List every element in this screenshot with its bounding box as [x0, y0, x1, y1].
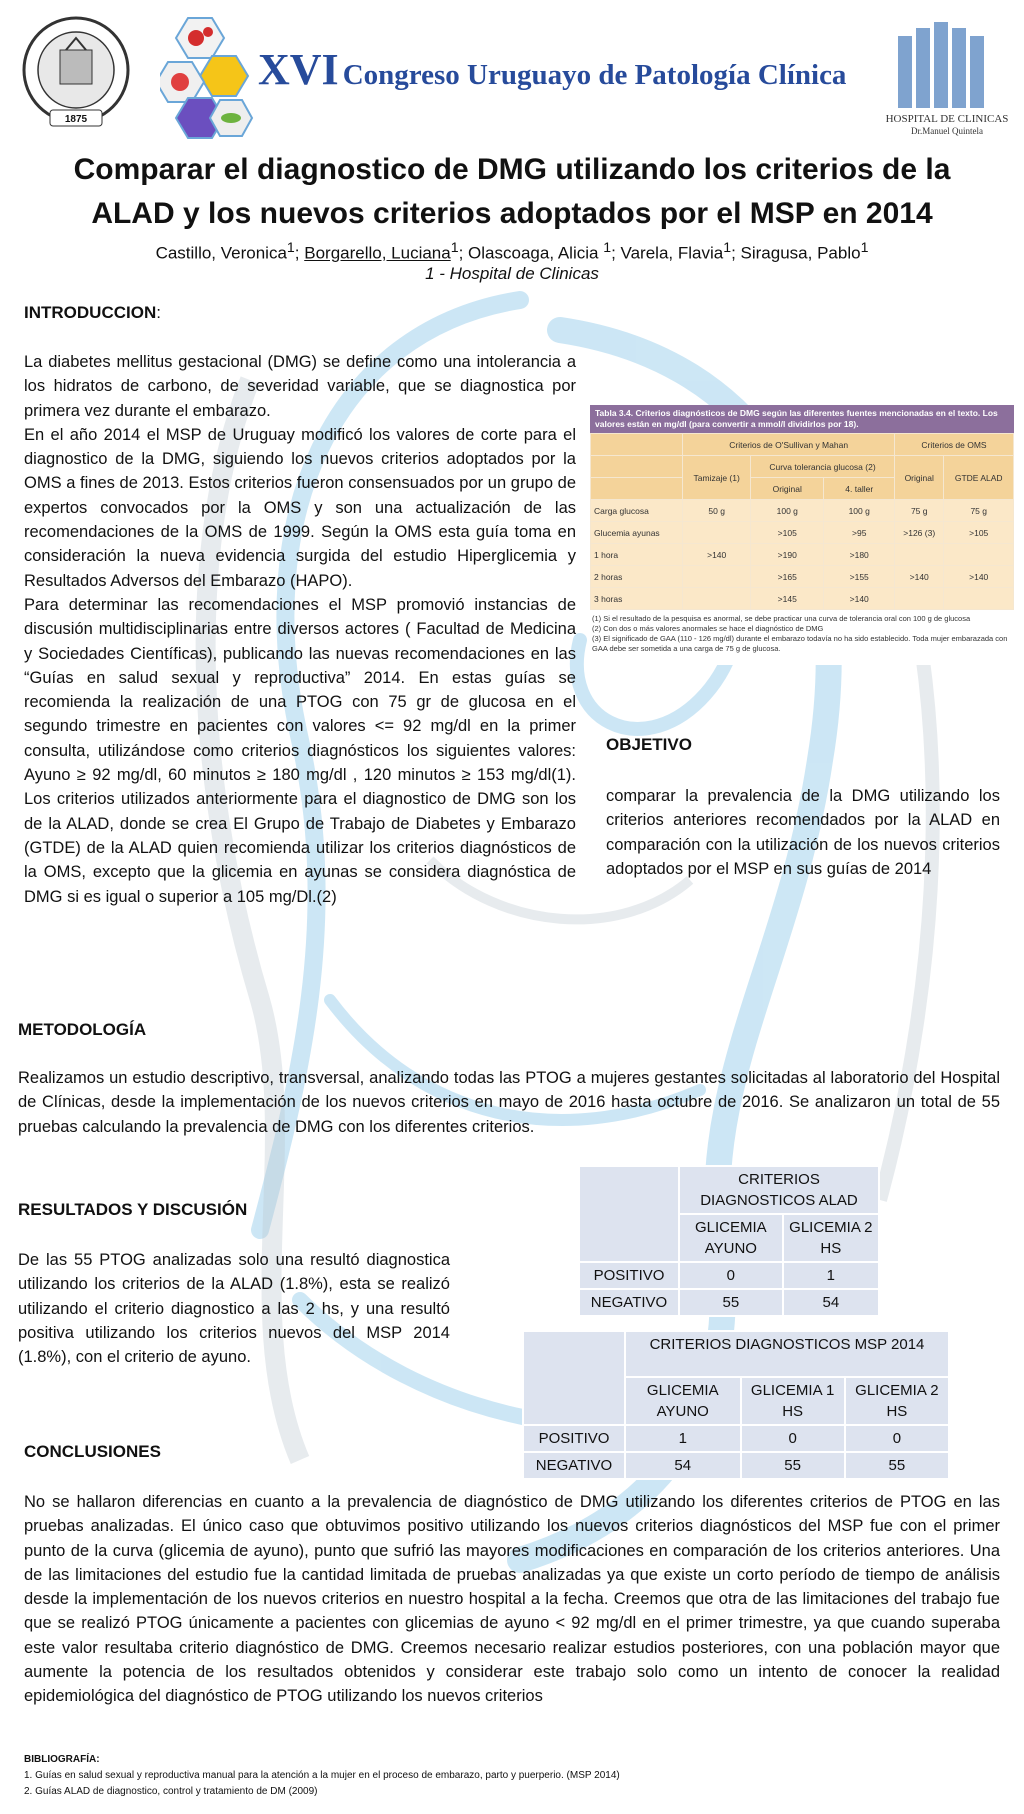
- fig-group-oms: Criterios de OMS: [895, 434, 1014, 456]
- fig-cell-empty: [591, 478, 683, 500]
- fig-cell: >145: [751, 588, 824, 610]
- fig-col-oms-original: Original: [895, 456, 944, 500]
- fig-cell: >180: [824, 544, 895, 566]
- hospital-logo: [884, 20, 1010, 138]
- alad-header: CRITERIOS DIAGNOSTICOS ALAD: [679, 1166, 879, 1214]
- msp-row-label: NEGATIVO: [523, 1452, 625, 1479]
- fig-col-taller: 4. taller: [824, 478, 895, 500]
- intro-paragraph: Para determinar las recomendaciones el MSP promovió instancias de discusión multidisciplinarias entre diversos actores ( Facultad de Medicina y Sociedades Científicas), publicando las nuevas recomendaciones en las “Guías en salud sexual y reproductiva” 2014. En estas guías se recomienda la realización de una PTOG con 75 gr de glucosa en el segundo trimestre en pacientes con valores <= 92 mg/dl en la primer consulta, utilizándose como criterios diagnósticos los siguientes valores: Ayuno ≥ 92 mg/dl, 60 minutos ≥ 180 mg/dl , 120 minutos ≥ 153 mg/dl(1). Los criterios utilizados anteriormente para el diagnostico de DMG son los de la ALAD, donde se crea El Grupo de Trabajo de Diabetes y Embarazo (GTDE) de la ALAD quien recomienda utilizar los criterios diagnósticos de la OMS, excepto que la glicemia en ayunas se considera diagnóstica de DMG si es igual o superior a 105 mg/Dl.(2): [24, 595, 576, 906]
- resultados-text: De las 55 PTOG analizadas solo una resultó diagnostica utilizando los criterios de la ALAD (1.8%), esta se realizó utilizando el criterio diagnostico a las 2 hs, y una resultó positiva utilizando los criterios nuevos del MSP 2014 (1.8%), con el criterio de ayuno.: [18, 1251, 450, 1367]
- author: Varela, Flavia: [620, 243, 724, 263]
- criteria-reference-table: [590, 405, 1014, 665]
- intro-heading: INTRODUCCION: [24, 303, 157, 322]
- alad-corner-cell: [579, 1166, 679, 1262]
- fig-cell: >105: [944, 522, 1014, 544]
- alad-results-table: [578, 1165, 880, 1317]
- intro-heading-row: [24, 303, 161, 323]
- intro-heading-colon: :: [156, 303, 161, 322]
- author: Olascoaga, Alicia: [468, 243, 604, 263]
- alad-cell: 1: [783, 1262, 879, 1289]
- msp-cell: 55: [845, 1452, 949, 1479]
- fig-col-original: Original: [751, 478, 824, 500]
- objetivo-heading: OBJETIVO: [606, 735, 692, 754]
- fig-cell-empty: [591, 434, 683, 456]
- fig-cell: >126 (3): [895, 522, 944, 544]
- fig-cell: 75 g: [944, 500, 1014, 522]
- fig-cell: >165: [751, 566, 824, 588]
- faculty-seal-logo: [20, 14, 132, 130]
- fig-cell-empty: [591, 456, 683, 478]
- figure-note: (3) El significado de GAA (110 - 126 mg/dl) durante el embarazo todavía no ha sido establecido. Toda mujer embarazada con GAA debe ser sometida a una carga de 75 g de glucosa.: [592, 634, 1008, 653]
- intro-paragraph: En el año 2014 el MSP de Uruguay modificó los valores de corte para el diagnostico de la DMG, siguiendo los nuevos criterios adoptados por la OMS a fines de 2013. Estos criterios fueron consensuados por un grupo de expertos convocados por la OMS y son una actualización de las recomendaciones de la OMS de 1999. Según la OMS esta guía toma en consideración la nueva evidencia surgida del estudio Hiperglicemia y Resultados Adversos del Embarazo (HAPO).: [24, 425, 576, 590]
- title-line-2: ALAD y los nuevos criterios adoptados por el MSP en 2014: [91, 197, 933, 230]
- intro-body: [24, 350, 576, 909]
- alad-cell: 54: [783, 1289, 879, 1316]
- fig-cell: [895, 544, 944, 566]
- fig-cell: 3 horas: [591, 588, 683, 610]
- affiliation: 1 - Hospital de Clinicas: [425, 264, 599, 283]
- fig-cell: >140: [895, 566, 944, 588]
- alad-col-header: GLICEMIA AYUNO: [679, 1214, 783, 1262]
- fig-cell: >140: [824, 588, 895, 610]
- author-sup: 1: [286, 240, 295, 256]
- objetivo-text: comparar la prevalencia de la DMG utilizando los criterios anteriores recomendados por la ALAD en comparación con la utilización de los nuevos criterios adoptados por el MSP en sus guías de 2014: [606, 787, 1000, 878]
- fig-cell: 75 g: [895, 500, 944, 522]
- metodologia-text: Realizamos un estudio descriptivo, transversal, analizando todas las PTOG a mujeres gestantes solicitadas al laboratorio del Hospital de Clínicas, desde la implementación de los nuevos criterios en mayo de 2016 hasta octubre de 2016. Se analizaron un total de 55 pruebas calculando la prevalencia de DMG con los diferentes criterios.: [18, 1069, 1000, 1136]
- fig-group-osullivan: Criterios de O'Sullivan y Mahan: [683, 434, 895, 456]
- fig-cell: >105: [751, 522, 824, 544]
- bibliography: [24, 1752, 1000, 1800]
- msp-cell: 1: [625, 1425, 741, 1452]
- poster-title: [40, 148, 984, 236]
- fig-col-tamizaje: Tamizaje (1): [683, 456, 751, 500]
- msp-row-label: POSITIVO: [523, 1425, 625, 1452]
- msp-cell: 54: [625, 1452, 741, 1479]
- fig-cell: >95: [824, 522, 895, 544]
- fig-cell: [944, 588, 1014, 610]
- fig-cell: Glucemia ayunas: [591, 522, 683, 544]
- figure-note: (2) Con dos o más valores anormales se hace el diagnóstico de DMG: [592, 624, 824, 633]
- seal-year: 1875: [64, 114, 88, 125]
- msp-results-table: [522, 1330, 950, 1480]
- fig-cell: [895, 588, 944, 610]
- fig-cell: [683, 566, 751, 588]
- molecule-hexagon-logo: [160, 12, 256, 140]
- figure-title: Tabla 3.4. Criterios diagnósticos de DMG según las diferentes fuentes mencionadas en el texto. Los valores están en mg/dl (para convertir a mmol/l dividirlos por 18).: [590, 405, 1014, 433]
- msp-col-header: GLICEMIA AYUNO: [625, 1377, 741, 1425]
- conclusiones-heading: CONCLUSIONES: [24, 1442, 161, 1461]
- author-sup: 1: [450, 240, 459, 256]
- msp-corner-cell: [523, 1331, 625, 1425]
- alad-cell: 0: [679, 1262, 783, 1289]
- alad-col-header: GLICEMIA 2 HS: [783, 1214, 879, 1262]
- alad-row-label: NEGATIVO: [579, 1289, 679, 1316]
- figure-note: (1) Si el resultado de la pesquisa es anormal, se debe practicar una curva de tolerancia oral con 100 g de glucosa: [592, 614, 971, 623]
- fig-cell: 100 g: [824, 500, 895, 522]
- fig-cell: [683, 522, 751, 544]
- conclusiones-text: No se hallaron diferencias en cuanto a la prevalencia de diagnóstico de DMG utilizando los diferentes criterios de PTOG en las pruebas analizadas. El único caso que obtuvimos positivo utilizando los nuevos criterios diagnósticos del MSP fue con el primer punto de la curva (glicemia de ayuno), punto que sufrió las mayores modificaciones en comparación de los criterios anteriores. Una de las limitaciones del estudio fue la cantidad limitada de pruebas analizadas ya que existe un corto período de tiempo de análisis desde la implementación de los nuevos criterios en nuestro hospital a la fecha. Creemos que otra de las limitaciones del trabajo fue que se realizó PTOG únicamente a pacientes con glicemias de ayuno < 92 mg/dl en el primer trimestre, ya que cuando superaba este valor resultaba criterio diagnóstico de DMG. Creemos necesario realizar estudios posteriores, con una población mayor que aumente la potencia de los resultados obtenidos y considerar este trabajo solo como un intento de conocer la realidad epidemiológica del diagnóstico de PTOG utilizando los nuevos criterios: [24, 1493, 1000, 1706]
- msp-cell: 55: [741, 1452, 845, 1479]
- fig-cell: Carga glucosa: [591, 500, 683, 522]
- fig-cell: >190: [751, 544, 824, 566]
- fig-cell: 2 horas: [591, 566, 683, 588]
- fig-cell: >140: [944, 566, 1014, 588]
- hospital-name: HOSPITAL DE CLINICAS: [885, 113, 1009, 125]
- author: Borgarello, Luciana: [304, 243, 451, 263]
- congress-name: Congreso Uruguayo de Patología Clínica: [342, 59, 847, 91]
- msp-cell: 0: [741, 1425, 845, 1452]
- congress-roman: XVI: [258, 45, 339, 94]
- bibliography-item: 1. Guías en salud sexual y reproductiva manual para la atención a la mujer en el proceso de embarazo, parto y puerperio. (MSP 2014): [24, 1770, 620, 1781]
- bibliography-heading: BIBLIOGRAFÍA:: [24, 1754, 100, 1765]
- bibliography-item: 2. Guías ALAD de diagnostico, control y tratamiento de DM (2009): [24, 1786, 318, 1797]
- author-sup: 1: [860, 240, 869, 256]
- fig-cell: [683, 588, 751, 610]
- resultados-heading: RESULTADOS Y DISCUSIÓN: [18, 1200, 248, 1219]
- fig-col-curva: Curva tolerancia glucosa (2): [751, 456, 895, 478]
- fig-cell: >140: [683, 544, 751, 566]
- msp-col-header: GLICEMIA 1 HS: [741, 1377, 845, 1425]
- alad-cell: 55: [679, 1289, 783, 1316]
- congress-banner: [258, 44, 846, 95]
- msp-header: CRITERIOS DIAGNOSTICOS MSP 2014: [625, 1331, 949, 1377]
- hospital-sub: Dr.Manuel Quintela: [911, 126, 983, 136]
- title-line-1: Comparar el diagnostico de DMG utilizando los criterios de la: [73, 153, 951, 186]
- fig-col-gtde: GTDE ALAD: [944, 456, 1014, 500]
- intro-paragraph: La diabetes mellitus gestacional (DMG) se define como una intolerancia a los hidratos de carbono, de severidad variable, que se diagnostica por primera vez durante el embarazo.: [24, 353, 576, 420]
- author: Castillo, Veronica: [155, 243, 287, 263]
- fig-cell: 1 hora: [591, 544, 683, 566]
- fig-cell: [944, 544, 1014, 566]
- metodologia-heading: METODOLOGÍA: [18, 1020, 147, 1039]
- msp-cell: 0: [845, 1425, 949, 1452]
- msp-col-header: GLICEMIA 2 HS: [845, 1377, 949, 1425]
- author-sup: 1: [603, 240, 612, 256]
- author-sup: 1: [723, 240, 732, 256]
- alad-row-label: POSITIVO: [579, 1262, 679, 1289]
- fig-cell: 100 g: [751, 500, 824, 522]
- author: Siragusa, Pablo: [740, 243, 861, 263]
- fig-cell: 50 g: [683, 500, 751, 522]
- figure-table: [590, 433, 1014, 610]
- author-list: Castillo, Veronica$^1$; Borgarello, Luciana$^1$; Olascoaga, Alicia $^1$; Varela, Flavia$^1$; Siragusa, Pablo$^1$: [155, 240, 869, 263]
- figure-notes: [590, 610, 1014, 658]
- fig-cell: >155: [824, 566, 895, 588]
